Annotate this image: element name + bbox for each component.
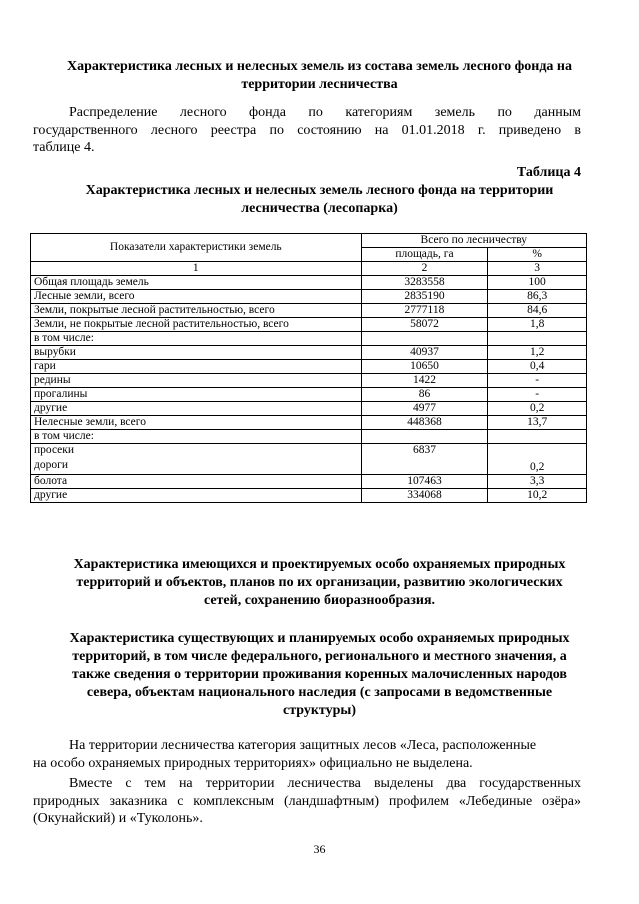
table-title: Характеристика лесных и нелесных земель лесного фонда на территории лесничества (лесопарка) <box>85 183 554 216</box>
table-row-merged: просеки дороги 6837 0,2 <box>31 444 587 475</box>
header-indicator: Показатели характеристики земель <box>31 234 362 262</box>
section-title-lands: Характеристика лесных и нелесных земель из состава земель лесного фонда на территории лесничества <box>66 59 573 92</box>
table-row: в том числе: <box>31 430 587 444</box>
table-row: гари 10650 0,4 <box>31 360 587 374</box>
header-total: Всего по лесничеству <box>361 234 586 248</box>
table-row: болота 107463 3,3 <box>31 475 587 489</box>
table-row: вырубки 40937 1,2 <box>31 346 587 360</box>
table-row: редины 1422 - <box>31 374 587 388</box>
table-row: Земли, не покрытые лесной растительностью, всего 58072 1,8 <box>31 318 587 332</box>
table-label: Таблица 4 <box>516 165 581 180</box>
table-row: Земли, покрытые лесной растительностью, всего 2777118 84,6 <box>31 304 587 318</box>
table-row: Лесные земли, всего 2835190 86,3 <box>31 290 587 304</box>
table-row: в том числе: <box>31 332 587 346</box>
page-number: 36 <box>313 842 326 856</box>
header-percent: % <box>488 248 587 262</box>
section-title-protected-areas: Характеристика имеющихся и проектируемых особо охраняемых природных территорий и объектов, планов по их организации, развитию экологических сетей, сохранению биоразнообразия. <box>73 557 566 608</box>
intro-paragraph: Распределение лесного фонда по категориям земель по данным государственного лесного реестра по состоянию на 01.01.2018 г. приведено в таблице 4. <box>33 105 581 155</box>
lands-table <box>30 233 587 503</box>
table-row: прогалины 86 - <box>31 388 587 402</box>
section-title-existing-planned: Характеристика существующих и планируемых особо охраняемых природных территорий, в том числе федерального, регионального и местного значения, а также сведения о территории проживания коренных малочисленных народов севера, объектам национального наследия (с запросами в ведомственные структуры) <box>69 631 570 718</box>
table-row: другие 4977 0,2 <box>31 402 587 416</box>
table-row: другие 334068 10,2 <box>31 489 587 503</box>
paragraph-protective-forests: На территории лесничества категория защитных лесов «Леса, расположенные на особо охраняемых природных территориях» официально не выделена. <box>33 738 537 771</box>
table-row: Общая площадь земель 3283558 100 <box>31 276 587 290</box>
header-area: площадь, га <box>361 248 488 262</box>
column-numbers-row: 1 2 3 <box>31 262 587 276</box>
paragraph-reserves: Вместе с тем на территории лесничества выделены два государственных природных заказника с комплексным (ландшафтным) профилем «Лебединые озёра» (Окунайский) и «Туколонь». <box>33 776 581 826</box>
table-row: Нелесные земли, всего 448368 13,7 <box>31 416 587 430</box>
